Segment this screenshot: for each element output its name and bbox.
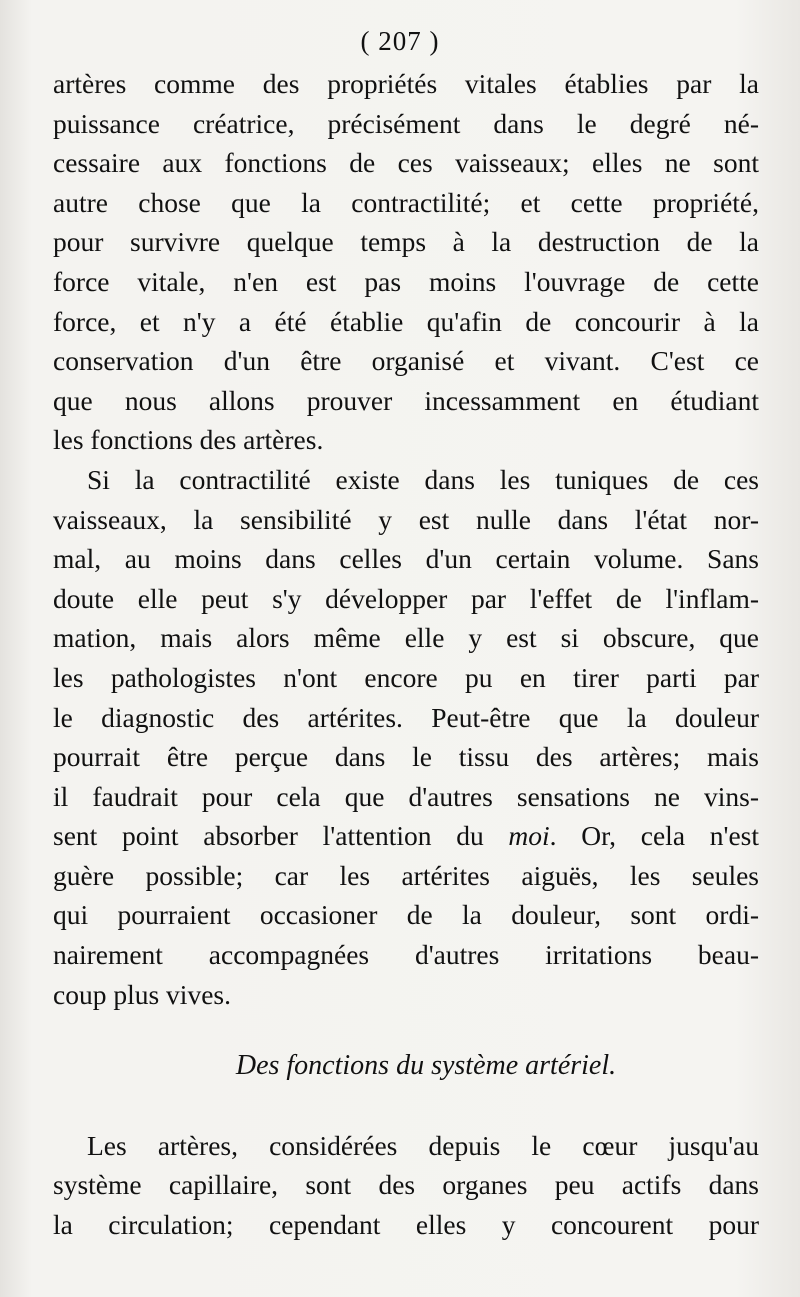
- text-line: pour survivre quelque temps à la destruction de la: [53, 226, 759, 258]
- paragraph-1: [53, 64, 759, 460]
- text-line: autre chose que la contractilité; et cette propriété,: [53, 186, 759, 218]
- text-line: guère possible; car les artérites aiguës, les seules: [53, 859, 759, 891]
- text-line: les fonctions des artères.: [53, 424, 324, 456]
- text-line: les pathologistes n'ont encore pu en tirer parti par: [53, 661, 759, 693]
- text-line: [53, 816, 759, 856]
- paragraph-3: [53, 1126, 759, 1245]
- body-text: [53, 64, 759, 1245]
- text-line: Les artères, considérées depuis le cœur jusqu'au: [87, 1129, 759, 1161]
- text-line: système capillaire, sont des organes peu actifs dans: [53, 1169, 759, 1201]
- text-run: sent point absorber l'attention du: [53, 820, 509, 852]
- text-line: vaisseaux, la sensibilité y est nulle dans l'état nor-: [53, 503, 759, 535]
- text-line: force, et n'y a été établie qu'afin de concourir à la: [53, 305, 759, 337]
- text-line: il faudrait pour cela que d'autres sensations ne vins-: [53, 780, 759, 812]
- text-line: force vitale, n'en est pas moins l'ouvrage de cette: [53, 265, 759, 297]
- text-line: artères comme des propriétés vitales établies par la: [53, 68, 759, 99]
- text-line: qui pourraient occasioner de la douleur, sont ordi-: [53, 899, 759, 931]
- text-line: que nous allons prouver incessamment en étudiant: [53, 384, 759, 416]
- text-line: cessaire aux fonctions de ces vaisseaux; elles ne sont: [53, 147, 759, 179]
- page-number: ( 207 ): [360, 26, 440, 56]
- text-line: nairement accompagnées d'autres irritations beau-: [53, 939, 759, 971]
- section-heading: Des fonctions du système artériel.: [235, 1050, 617, 1082]
- text-line: coup plus vives.: [53, 978, 231, 1010]
- text-line: la circulation; cependant elles y concourent pour: [53, 1209, 759, 1241]
- text-line: doute elle peut s'y développer par l'effet de l'inflam-: [53, 582, 759, 614]
- text-run: . Or, cela n'est: [549, 820, 759, 852]
- text-line: mal, au moins dans celles d'un certain volume. Sans: [53, 543, 759, 575]
- text-line: conservation d'un être organisé et vivant. C'est ce: [53, 345, 759, 377]
- text-line: Si la contractilité existe dans les tuniques de ces: [87, 463, 759, 495]
- text-line: mation, mais alors même elle y est si obscure, que: [53, 622, 759, 654]
- text-line: pourrait être perçue dans le tissu des artères; mais: [53, 741, 759, 773]
- text-line: puissance créatrice, précisément dans le degré né-: [53, 107, 759, 139]
- text-line: le diagnostic des artérites. Peut-être que la douleur: [53, 701, 759, 733]
- paragraph-2: [53, 460, 759, 1014]
- italic-word: moi: [508, 820, 550, 852]
